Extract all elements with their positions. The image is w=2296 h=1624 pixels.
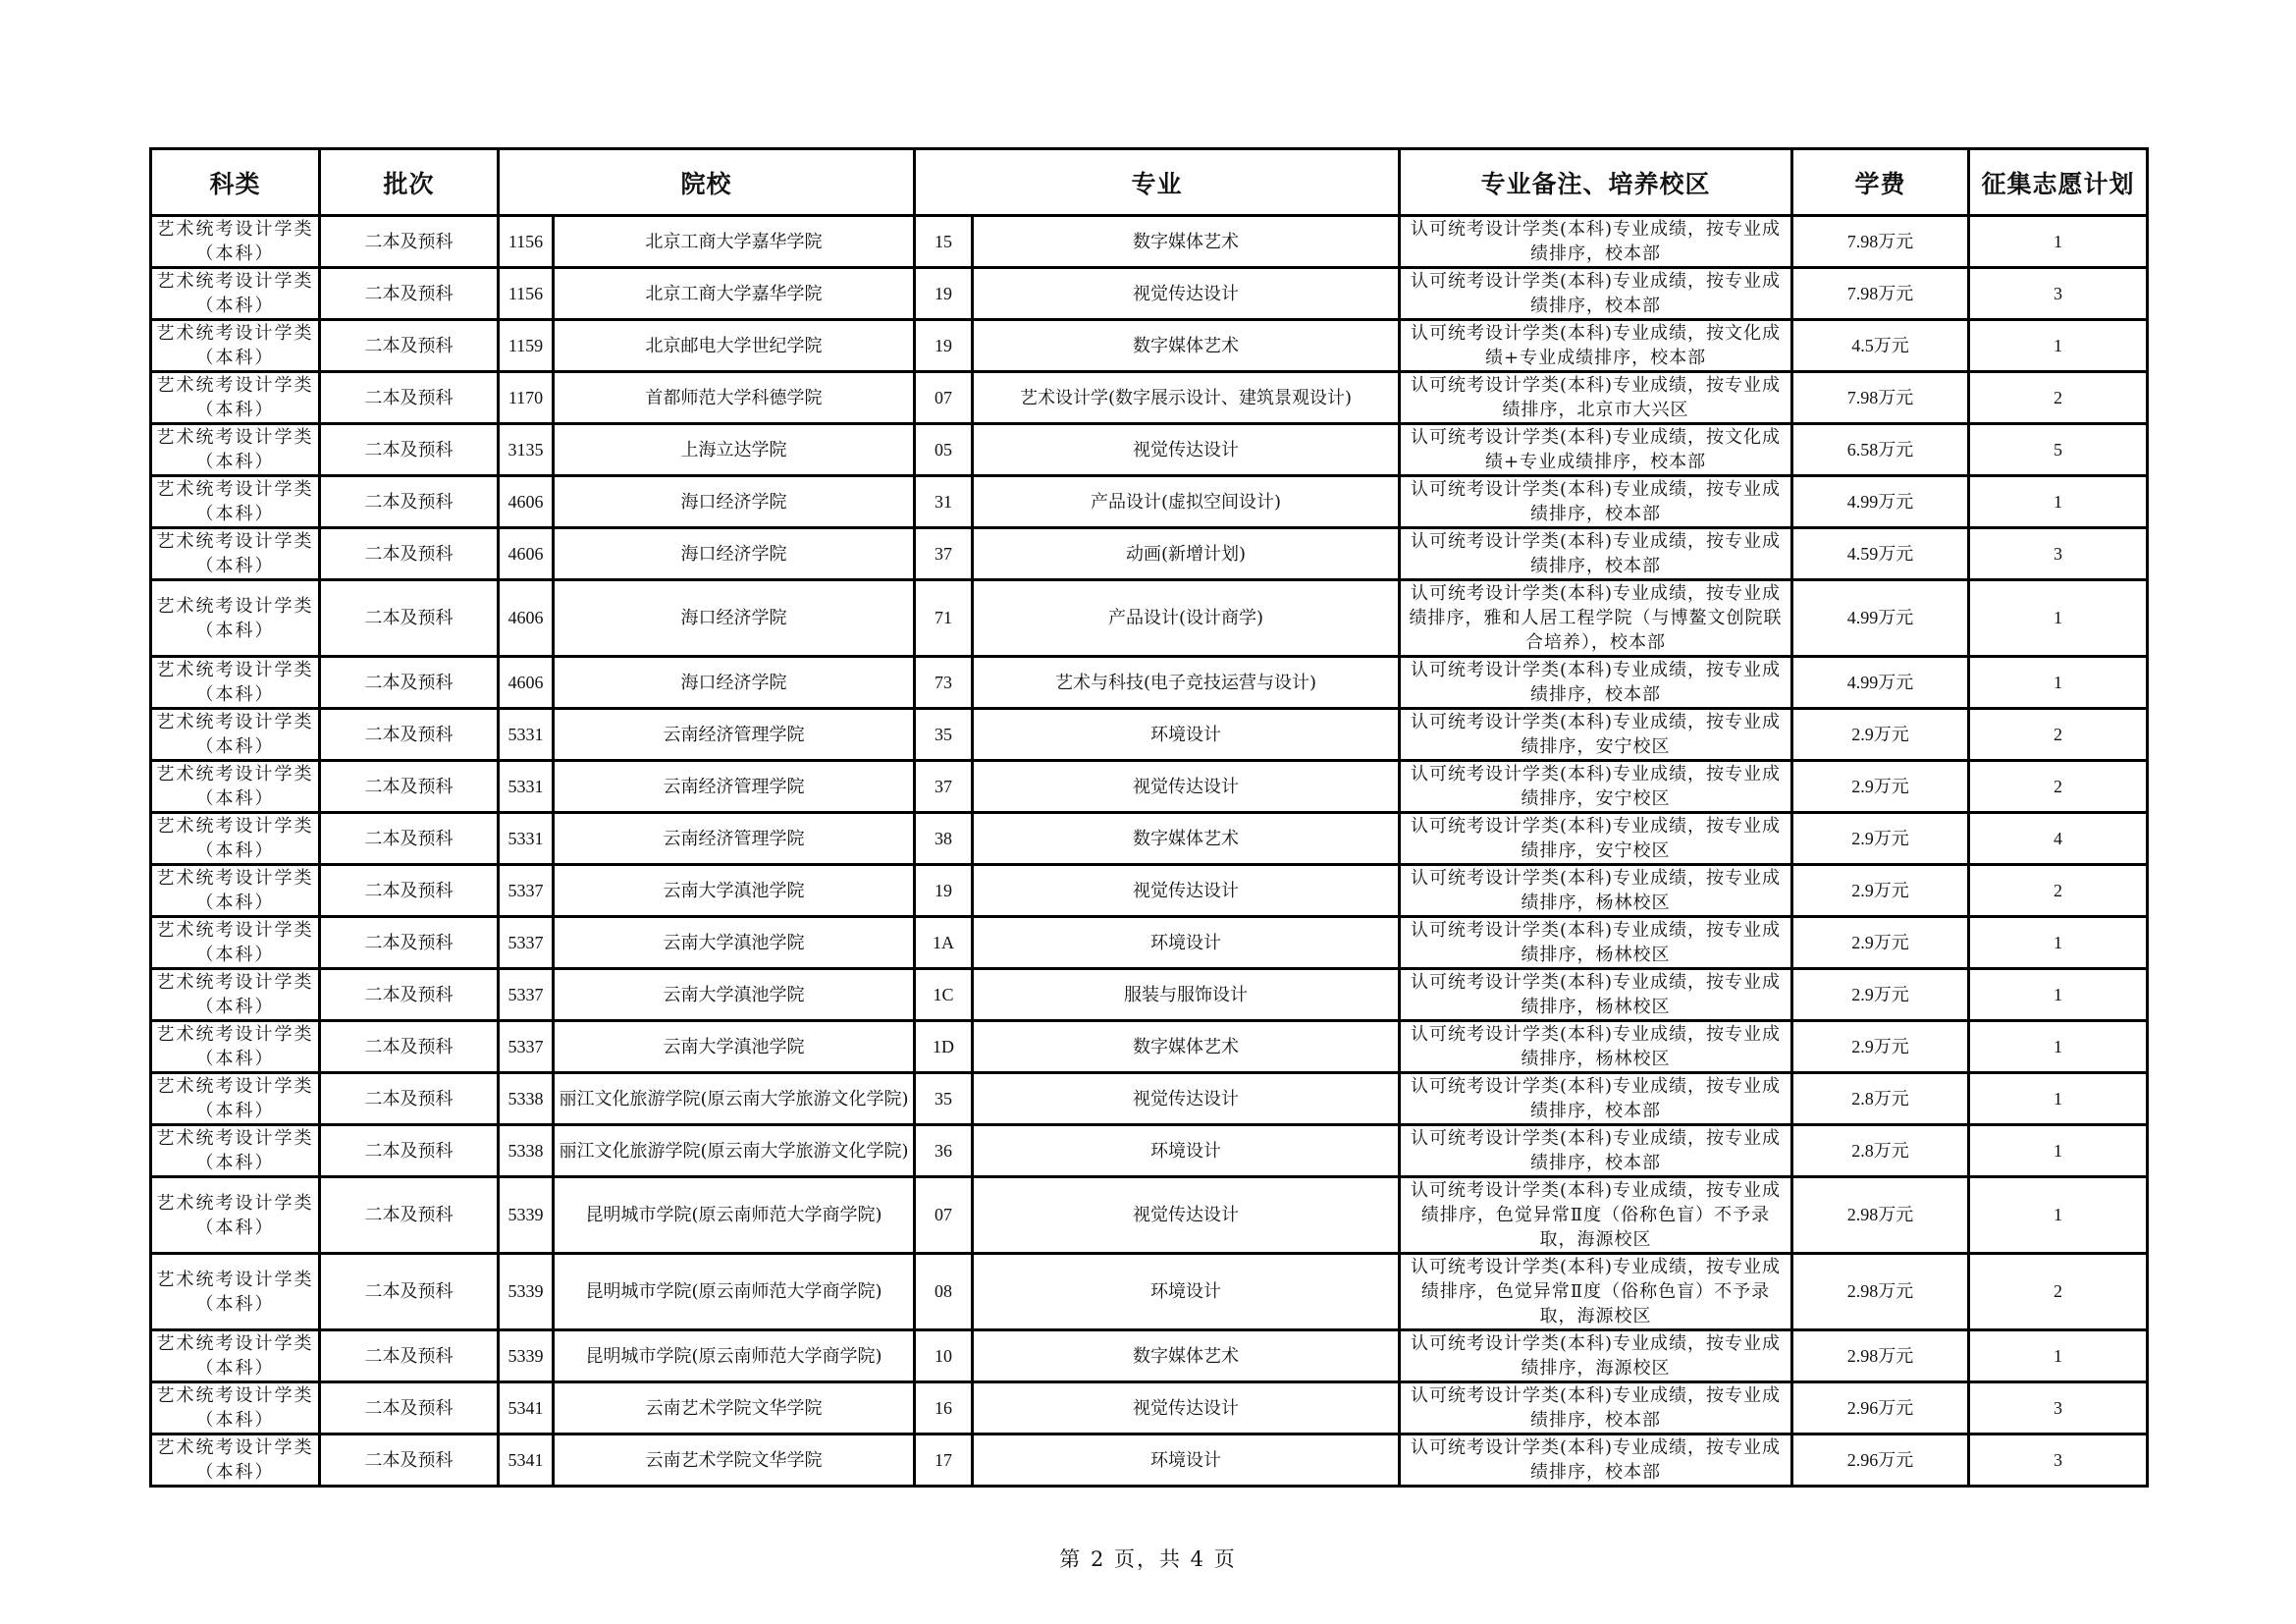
school-name-cell: 云南艺术学院文华学院 [554,1435,915,1487]
school-code-cell: 5341 [499,1382,554,1435]
category-cell: 艺术统考设计学类（本科） [151,1021,320,1073]
school-name-cell: 云南经济管理学院 [554,709,915,761]
major-name-cell: 服装与服饰设计 [973,969,1400,1021]
category-cell: 艺术统考设计学类（本科） [151,216,320,268]
school-code-cell: 4606 [499,528,554,580]
category-cell: 艺术统考设计学类（本科） [151,372,320,424]
school-code-cell: 4606 [499,657,554,709]
table-body [151,216,2148,1487]
major-code-cell: 1D [915,1021,973,1073]
table-row [151,1330,2148,1382]
category-cell: 艺术统考设计学类（本科） [151,1125,320,1177]
header-tuition: 学费 [1792,149,1969,216]
category-cell: 艺术统考设计学类（本科） [151,1330,320,1382]
batch-cell: 二本及预科 [320,969,499,1021]
tuition-cell: 2.9万元 [1792,709,1969,761]
major-name-cell: 数字媒体艺术 [973,1021,1400,1073]
notes-cell: 认可统考设计学类(本科)专业成绩，按专业成绩排序，雅和人居工程学院（与博鳌文创院联合培养），校本部 [1400,580,1792,657]
plan-count-cell: 1 [1969,320,2148,372]
notes-cell: 认可统考设计学类(本科)专业成绩，按专业成绩排序，校本部 [1400,1125,1792,1177]
batch-cell: 二本及预科 [320,268,499,320]
plan-count-cell: 2 [1969,709,2148,761]
school-code-cell: 5341 [499,1435,554,1487]
batch-cell: 二本及预科 [320,709,499,761]
plan-count-cell: 1 [1969,580,2148,657]
table-row [151,1254,2148,1330]
major-name-cell: 视觉传达设计 [973,1073,1400,1125]
table-row [151,216,2148,268]
table-row [151,813,2148,865]
batch-cell: 二本及预科 [320,1125,499,1177]
category-cell: 艺术统考设计学类（本科） [151,320,320,372]
category-cell: 艺术统考设计学类（本科） [151,969,320,1021]
table-row [151,1177,2148,1254]
school-name-cell: 北京工商大学嘉华学院 [554,216,915,268]
batch-cell: 二本及预科 [320,1382,499,1435]
table-row [151,528,2148,580]
school-name-cell: 云南经济管理学院 [554,813,915,865]
school-name-cell: 昆明城市学院(原云南师范大学商学院) [554,1254,915,1330]
batch-cell: 二本及预科 [320,761,499,813]
tuition-cell: 4.99万元 [1792,580,1969,657]
notes-cell: 认可统考设计学类(本科)专业成绩，按专业成绩排序，校本部 [1400,528,1792,580]
table-row [151,761,2148,813]
major-code-cell: 15 [915,216,973,268]
tuition-cell: 4.99万元 [1792,476,1969,528]
school-code-cell: 5337 [499,1021,554,1073]
notes-cell: 认可统考设计学类(本科)专业成绩，按专业成绩排序，校本部 [1400,268,1792,320]
table-row [151,476,2148,528]
table-row [151,1073,2148,1125]
notes-cell: 认可统考设计学类(本科)专业成绩，按专业成绩排序，校本部 [1400,1382,1792,1435]
category-cell: 艺术统考设计学类（本科） [151,268,320,320]
tuition-cell: 4.99万元 [1792,657,1969,709]
major-name-cell: 环境设计 [973,1125,1400,1177]
plan-count-cell: 2 [1969,761,2148,813]
plan-count-cell: 1 [1969,657,2148,709]
notes-cell: 认可统考设计学类(本科)专业成绩，按专业成绩排序，安宁校区 [1400,709,1792,761]
notes-cell: 认可统考设计学类(本科)专业成绩，按专业成绩排序，海源校区 [1400,1330,1792,1382]
major-code-cell: 36 [915,1125,973,1177]
tuition-cell: 2.9万元 [1792,969,1969,1021]
table-row [151,657,2148,709]
major-code-cell: 35 [915,709,973,761]
table-row [151,969,2148,1021]
major-name-cell: 视觉传达设计 [973,1382,1400,1435]
school-code-cell: 4606 [499,580,554,657]
school-code-cell: 5337 [499,865,554,917]
tuition-cell: 2.98万元 [1792,1177,1969,1254]
page-number-footer: 第 2 页，共 4 页 [1059,1547,1237,1571]
major-name-cell: 环境设计 [973,709,1400,761]
school-code-cell: 1156 [499,216,554,268]
category-cell: 艺术统考设计学类（本科） [151,761,320,813]
school-name-cell: 云南艺术学院文华学院 [554,1382,915,1435]
notes-cell: 认可统考设计学类(本科)专业成绩，按专业成绩排序，校本部 [1400,216,1792,268]
tuition-cell: 4.59万元 [1792,528,1969,580]
school-name-cell: 云南经济管理学院 [554,761,915,813]
category-cell: 艺术统考设计学类（本科） [151,657,320,709]
plan-count-cell: 3 [1969,1382,2148,1435]
school-code-cell: 5337 [499,969,554,1021]
plan-count-cell: 3 [1969,528,2148,580]
category-cell: 艺术统考设计学类（本科） [151,917,320,969]
table-row [151,372,2148,424]
batch-cell: 二本及预科 [320,657,499,709]
plan-count-cell: 1 [1969,216,2148,268]
major-name-cell: 视觉传达设计 [973,424,1400,476]
notes-cell: 认可统考设计学类(本科)专业成绩，按文化成绩+专业成绩排序，校本部 [1400,320,1792,372]
notes-cell: 认可统考设计学类(本科)专业成绩，按专业成绩排序，安宁校区 [1400,761,1792,813]
batch-cell: 二本及预科 [320,1254,499,1330]
category-cell: 艺术统考设计学类（本科） [151,528,320,580]
major-code-cell: 35 [915,1073,973,1125]
batch-cell: 二本及预科 [320,813,499,865]
category-cell: 艺术统考设计学类（本科） [151,580,320,657]
school-code-cell: 5331 [499,761,554,813]
plan-count-cell: 1 [1969,1021,2148,1073]
tuition-cell: 6.58万元 [1792,424,1969,476]
batch-cell: 二本及预科 [320,528,499,580]
table-row [151,580,2148,657]
major-code-cell: 19 [915,268,973,320]
header-notes: 专业备注、培养校区 [1400,149,1792,216]
school-name-cell: 首都师范大学科德学院 [554,372,915,424]
tuition-cell: 2.8万元 [1792,1125,1969,1177]
category-cell: 艺术统考设计学类（本科） [151,1177,320,1254]
category-cell: 艺术统考设计学类（本科） [151,1382,320,1435]
school-code-cell: 1159 [499,320,554,372]
school-name-cell: 昆明城市学院(原云南师范大学商学院) [554,1177,915,1254]
category-cell: 艺术统考设计学类（本科） [151,1073,320,1125]
school-code-cell: 3135 [499,424,554,476]
major-name-cell: 数字媒体艺术 [973,813,1400,865]
notes-cell: 认可统考设计学类(本科)专业成绩，按专业成绩排序，杨林校区 [1400,917,1792,969]
plan-count-cell: 3 [1969,1435,2148,1487]
plan-count-cell: 2 [1969,372,2148,424]
header-school: 院校 [499,149,915,216]
major-name-cell: 产品设计(设计商学) [973,580,1400,657]
plan-count-cell: 1 [1969,969,2148,1021]
school-name-cell: 云南大学滇池学院 [554,865,915,917]
major-code-cell: 07 [915,372,973,424]
major-code-cell: 37 [915,528,973,580]
notes-cell: 认可统考设计学类(本科)专业成绩，按专业成绩排序，校本部 [1400,1073,1792,1125]
table-row [151,1382,2148,1435]
school-name-cell: 海口经济学院 [554,528,915,580]
major-name-cell: 视觉传达设计 [973,268,1400,320]
major-code-cell: 16 [915,1382,973,1435]
school-code-cell: 5338 [499,1125,554,1177]
notes-cell: 认可统考设计学类(本科)专业成绩，按专业成绩排序，杨林校区 [1400,969,1792,1021]
batch-cell: 二本及预科 [320,424,499,476]
category-cell: 艺术统考设计学类（本科） [151,1435,320,1487]
batch-cell: 二本及预科 [320,917,499,969]
tuition-cell: 2.9万元 [1792,761,1969,813]
table-row [151,268,2148,320]
tuition-cell: 2.96万元 [1792,1435,1969,1487]
notes-cell: 认可统考设计学类(本科)专业成绩，按专业成绩排序，校本部 [1400,657,1792,709]
school-code-cell: 5339 [499,1177,554,1254]
major-name-cell: 环境设计 [973,1435,1400,1487]
batch-cell: 二本及预科 [320,476,499,528]
table-row [151,917,2148,969]
major-name-cell: 环境设计 [973,1254,1400,1330]
category-cell: 艺术统考设计学类（本科） [151,476,320,528]
major-name-cell: 数字媒体艺术 [973,320,1400,372]
school-name-cell: 云南大学滇池学院 [554,917,915,969]
plan-count-cell: 1 [1969,1330,2148,1382]
school-name-cell: 云南大学滇池学院 [554,1021,915,1073]
table-row [151,709,2148,761]
batch-cell: 二本及预科 [320,1073,499,1125]
notes-cell: 认可统考设计学类(本科)专业成绩，按专业成绩排序，校本部 [1400,1435,1792,1487]
batch-cell: 二本及预科 [320,580,499,657]
major-code-cell: 19 [915,865,973,917]
major-name-cell: 数字媒体艺术 [973,216,1400,268]
batch-cell: 二本及预科 [320,1177,499,1254]
plan-count-cell: 3 [1969,268,2148,320]
header-major: 专业 [915,149,1400,216]
school-name-cell: 海口经济学院 [554,580,915,657]
plan-count-cell: 1 [1969,1177,2148,1254]
batch-cell: 二本及预科 [320,372,499,424]
school-name-cell: 北京邮电大学世纪学院 [554,320,915,372]
plan-count-cell: 4 [1969,813,2148,865]
tuition-cell: 2.98万元 [1792,1254,1969,1330]
notes-cell: 认可统考设计学类(本科)专业成绩，按文化成绩+专业成绩排序，校本部 [1400,424,1792,476]
major-name-cell: 环境设计 [973,917,1400,969]
school-name-cell: 上海立达学院 [554,424,915,476]
tuition-cell: 7.98万元 [1792,372,1969,424]
category-cell: 艺术统考设计学类（本科） [151,1254,320,1330]
plan-count-cell: 5 [1969,424,2148,476]
plan-count-cell: 1 [1969,917,2148,969]
plan-count-cell: 1 [1969,476,2148,528]
major-code-cell: 05 [915,424,973,476]
major-name-cell: 视觉传达设计 [973,761,1400,813]
tuition-cell: 2.98万元 [1792,1330,1969,1382]
school-code-cell: 1170 [499,372,554,424]
table-row [151,1125,2148,1177]
header-category: 科类 [151,149,320,216]
school-name-cell: 昆明城市学院(原云南师范大学商学院) [554,1330,915,1382]
batch-cell: 二本及预科 [320,1330,499,1382]
table-row [151,1021,2148,1073]
plan-count-cell: 1 [1969,1125,2148,1177]
major-name-cell: 产品设计(虚拟空间设计) [973,476,1400,528]
notes-cell: 认可统考设计学类(本科)专业成绩，按专业成绩排序，杨林校区 [1400,1021,1792,1073]
major-code-cell: 10 [915,1330,973,1382]
school-name-cell: 海口经济学院 [554,476,915,528]
tuition-cell: 2.9万元 [1792,865,1969,917]
school-name-cell: 丽江文化旅游学院(原云南大学旅游文化学院) [554,1125,915,1177]
tuition-cell: 2.9万元 [1792,1021,1969,1073]
major-name-cell: 数字媒体艺术 [973,1330,1400,1382]
major-code-cell: 31 [915,476,973,528]
school-name-cell: 丽江文化旅游学院(原云南大学旅游文化学院) [554,1073,915,1125]
plan-count-cell: 2 [1969,865,2148,917]
major-code-cell: 08 [915,1254,973,1330]
plan-count-cell: 1 [1969,1073,2148,1125]
category-cell: 艺术统考设计学类（本科） [151,865,320,917]
notes-cell: 认可统考设计学类(本科)专业成绩，按专业成绩排序，色觉异常Ⅱ度（俗称色盲）不予录取，海源校区 [1400,1177,1792,1254]
major-code-cell: 07 [915,1177,973,1254]
notes-cell: 认可统考设计学类(本科)专业成绩，按专业成绩排序，杨林校区 [1400,865,1792,917]
category-cell: 艺术统考设计学类（本科） [151,709,320,761]
school-name-cell: 云南大学滇池学院 [554,969,915,1021]
school-code-cell: 5339 [499,1330,554,1382]
school-name-cell: 北京工商大学嘉华学院 [554,268,915,320]
major-code-cell: 1A [915,917,973,969]
major-code-cell: 38 [915,813,973,865]
school-code-cell: 5338 [499,1073,554,1125]
batch-cell: 二本及预科 [320,216,499,268]
major-code-cell: 71 [915,580,973,657]
major-code-cell: 73 [915,657,973,709]
notes-cell: 认可统考设计学类(本科)专业成绩，按专业成绩排序，北京市大兴区 [1400,372,1792,424]
tuition-cell: 2.8万元 [1792,1073,1969,1125]
major-code-cell: 1C [915,969,973,1021]
batch-cell: 二本及预科 [320,320,499,372]
table-header-row [151,149,2148,216]
school-code-cell: 5331 [499,813,554,865]
notes-cell: 认可统考设计学类(本科)专业成绩，按专业成绩排序，色觉异常Ⅱ度（俗称色盲）不予录取，海源校区 [1400,1254,1792,1330]
school-code-cell: 4606 [499,476,554,528]
table-row [151,424,2148,476]
category-cell: 艺术统考设计学类（本科） [151,424,320,476]
tuition-cell: 2.9万元 [1792,813,1969,865]
school-code-cell: 5337 [499,917,554,969]
school-name-cell: 海口经济学院 [554,657,915,709]
table-row [151,865,2148,917]
plan-count-cell: 2 [1969,1254,2148,1330]
school-code-cell: 5331 [499,709,554,761]
major-name-cell: 动画(新增计划) [973,528,1400,580]
table-row [151,320,2148,372]
tuition-cell: 4.5万元 [1792,320,1969,372]
enrollment-plan-table [149,147,2149,1488]
major-name-cell: 视觉传达设计 [973,1177,1400,1254]
batch-cell: 二本及预科 [320,865,499,917]
notes-cell: 认可统考设计学类(本科)专业成绩，按专业成绩排序，安宁校区 [1400,813,1792,865]
batch-cell: 二本及预科 [320,1021,499,1073]
tuition-cell: 7.98万元 [1792,216,1969,268]
tuition-cell: 7.98万元 [1792,268,1969,320]
header-batch: 批次 [320,149,499,216]
category-cell: 艺术统考设计学类（本科） [151,813,320,865]
batch-cell: 二本及预科 [320,1435,499,1487]
notes-cell: 认可统考设计学类(本科)专业成绩，按专业成绩排序，校本部 [1400,476,1792,528]
tuition-cell: 2.96万元 [1792,1382,1969,1435]
major-name-cell: 艺术设计学(数字展示设计、建筑景观设计) [973,372,1400,424]
tuition-cell: 2.9万元 [1792,917,1969,969]
header-plan: 征集志愿计划 [1969,149,2148,216]
major-code-cell: 19 [915,320,973,372]
major-code-cell: 17 [915,1435,973,1487]
major-code-cell: 37 [915,761,973,813]
major-name-cell: 视觉传达设计 [973,865,1400,917]
table-row [151,1435,2148,1487]
school-code-cell: 1156 [499,268,554,320]
major-name-cell: 艺术与科技(电子竞技运营与设计) [973,657,1400,709]
school-code-cell: 5339 [499,1254,554,1330]
